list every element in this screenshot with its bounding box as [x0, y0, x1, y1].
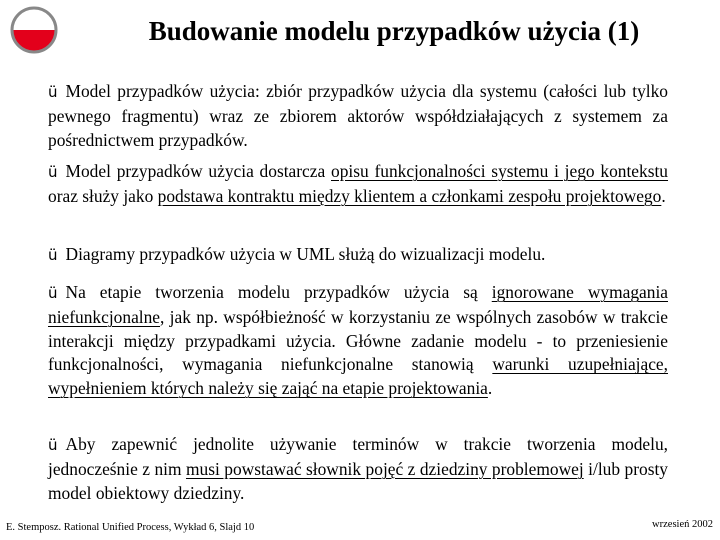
slide-title: Budowanie modelu przypadków użycia (1): [148, 16, 640, 46]
checkmark-icon: ü: [48, 163, 58, 181]
footer-date: wrzesień 2002: [652, 519, 713, 530]
checkmark-icon: ü: [48, 83, 58, 101]
paragraph-4: ü Na etapie tworzenia modelu przypadków użycia są ignorowane wymagania niefunkcjonalne, jak np. współbieżność w korzystaniu ze wspólnych zasobów w trakcie interakcji między przypadkami użycia. Główne zadanie modelu - to przeniesienie funkcjonalności, wymagania niefunkcjonalne stanowią warunki uzupełniające, wypełnieniem których należy się zająć na etapie projektowania.: [48, 282, 668, 399]
logo-icon: [9, 5, 59, 55]
checkmark-icon: ü: [48, 246, 58, 264]
paragraph-3: ü Diagramy przypadków użycia w UML służą do wizualizacji modelu.: [48, 244, 546, 264]
checkmark-icon: ü: [48, 284, 58, 302]
paragraph-2: ü Model przypadków użycia dostarcza opisu funkcjonalności systemu i jego kontekstu oraz służy jako podstawa kontraktu między klientem a członkami zespołu projektowego.: [48, 161, 669, 206]
checkmark-icon: ü: [48, 436, 58, 454]
paragraph-5: ü Aby zapewnić jednolite używanie terminów w trakcie tworzenia modelu, jednocześnie z nim musi powstawać słownik pojęć z dziedziny problemowej i/lub prosty model obiektowy dziedziny.: [48, 434, 668, 503]
paragraph-1: ü Model przypadków użycia: zbiór przypadków użycia dla systemu (całości lub tylko pewnego fragmentu) wraz ze zbiorem aktorów współdziałających z systemem za pośrednictwem przypadków.: [48, 81, 668, 150]
footer-source: E. Stemposz. Rational Unified Process, Wykład 6, Slajd 10: [6, 522, 255, 533]
